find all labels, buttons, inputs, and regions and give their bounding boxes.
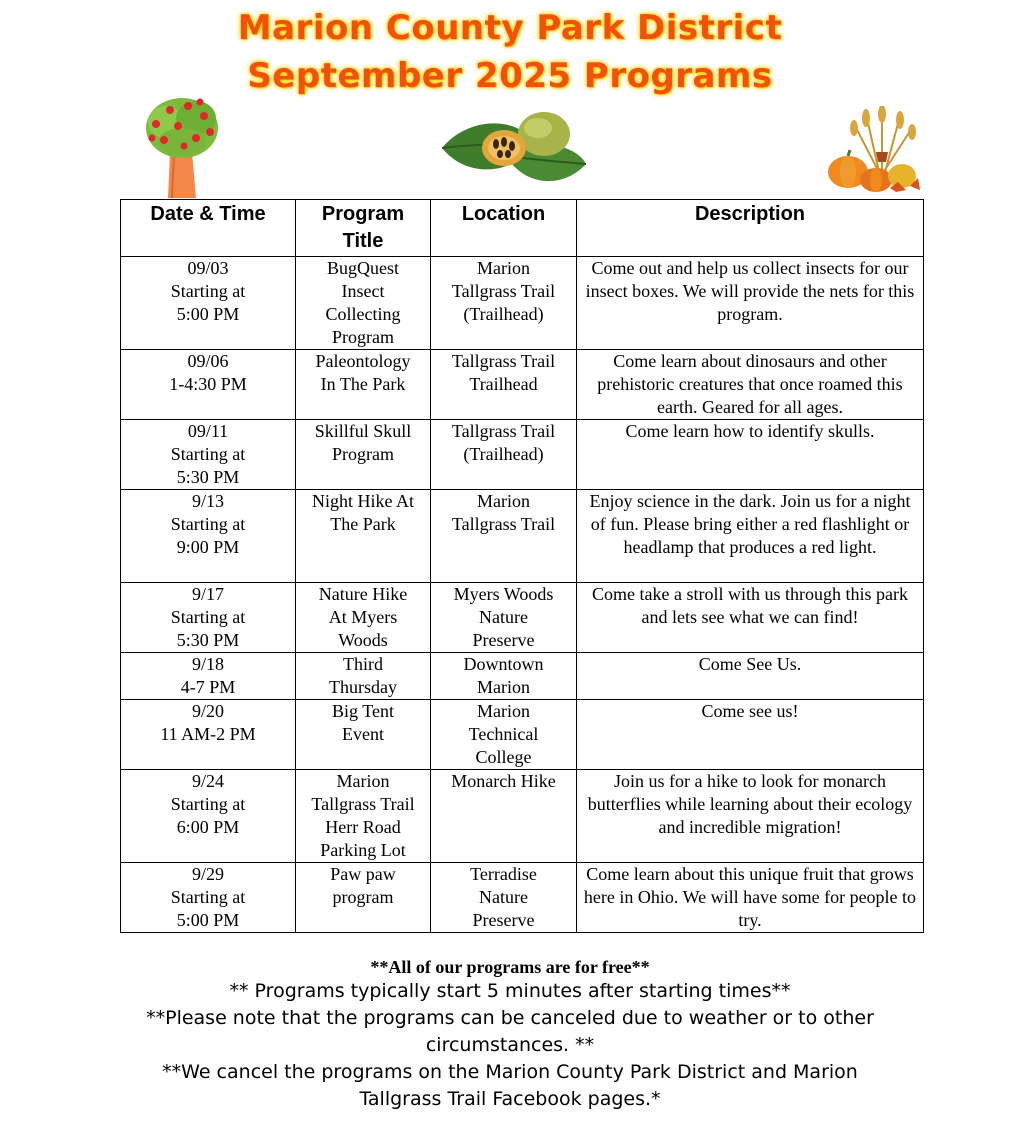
pawpaw-fruit-icon <box>436 104 590 190</box>
location-cell: Marion Tallgrass Trail <box>431 490 577 583</box>
column-header-location: Location <box>431 200 577 257</box>
description-cell: Come see us! <box>577 700 924 770</box>
location-cell: Terradise Nature Preserve <box>431 863 577 933</box>
description-cell: Come learn how to identify skulls. <box>577 420 924 490</box>
table-row <box>121 350 924 420</box>
location-cell: Marion Technical College <box>431 700 577 770</box>
page-subtitle: September 2025 Programs <box>247 56 773 96</box>
date-time-cell: 09/06 1-4:30 PM <box>121 350 296 420</box>
description-cell: Come take a stroll with us through this park and lets see what we can find! <box>577 583 924 653</box>
program-title-cell: Marion Tallgrass Trail Herr Road Parking Lot <box>296 770 431 863</box>
free-programs-note: **All of our programs are for free** <box>370 957 650 977</box>
description-cell: Come learn about this unique fruit that grows here in Ohio. We will have some for people to try. <box>577 863 924 933</box>
program-title-cell: Night Hike At The Park <box>296 490 431 583</box>
column-header-description: Description <box>577 200 924 257</box>
location-cell: Myers Woods Nature Preserve <box>431 583 577 653</box>
program-title-cell: Skillful Skull Program <box>296 420 431 490</box>
table-row <box>121 490 924 583</box>
table-row <box>121 583 924 653</box>
location-cell: Marion Tallgrass Trail (Trailhead) <box>431 257 577 350</box>
program-title-cell: Big Tent Event <box>296 700 431 770</box>
column-header-program-title: Program Title <box>296 200 431 257</box>
program-title-cell: BugQuest Insect Collecting Program <box>296 257 431 350</box>
program-title-cell: Paw paw program <box>296 863 431 933</box>
table-row <box>121 863 924 933</box>
date-time-cell: 09/11 Starting at 5:30 PM <box>121 420 296 490</box>
date-time-cell: 09/03 Starting at 5:00 PM <box>121 257 296 350</box>
description-cell: Come See Us. <box>577 653 924 700</box>
table-row <box>121 770 924 863</box>
table-header-row <box>121 200 924 257</box>
date-time-cell: 9/20 11 AM-2 PM <box>121 700 296 770</box>
apple-tree-icon <box>140 94 224 198</box>
pumpkins-and-wheat-icon <box>826 106 922 194</box>
description-cell: Come out and help us collect insects for our insect boxes. We will provide the nets for this program. <box>577 257 924 350</box>
table-row <box>121 700 924 770</box>
facebook-note: **We cancel the programs on the Marion County Park District and Marion Tallgrass Trail Facebook pages.* <box>162 1061 858 1110</box>
location-cell: Monarch Hike <box>431 770 577 863</box>
page-title: Marion County Park District <box>237 8 783 48</box>
description-cell: Join us for a hike to look for monarch butterflies while learning about their ecology and incredible migration! <box>577 770 924 863</box>
description-cell: Enjoy science in the dark. Join us for a night of fun. Please bring either a red flashlight or headlamp that produces a red light. <box>577 490 924 583</box>
table-row <box>121 257 924 350</box>
programs-table <box>120 199 924 933</box>
program-title-cell: Paleontology In The Park <box>296 350 431 420</box>
column-header-date-time: Date & Time <box>121 200 296 257</box>
location-cell: Tallgrass Trail (Trailhead) <box>431 420 577 490</box>
date-time-cell: 9/18 4-7 PM <box>121 653 296 700</box>
program-title-cell: Third Thursday <box>296 653 431 700</box>
cancellation-note: **Please note that the programs can be canceled due to weather or to other circumstances. ** <box>146 1007 874 1056</box>
date-time-cell: 9/24 Starting at 6:00 PM <box>121 770 296 863</box>
table-row <box>121 420 924 490</box>
date-time-cell: 9/17 Starting at 5:30 PM <box>121 583 296 653</box>
location-cell: Downtown Marion <box>431 653 577 700</box>
date-time-cell: 9/29 Starting at 5:00 PM <box>121 863 296 933</box>
start-time-note: ** Programs typically start 5 minutes after starting times** <box>229 980 791 1002</box>
description-cell: Come learn about dinosaurs and other prehistoric creatures that once roamed this earth. Geared for all ages. <box>577 350 924 420</box>
table-row <box>121 653 924 700</box>
date-time-cell: 9/13 Starting at 9:00 PM <box>121 490 296 583</box>
location-cell: Tallgrass Trail Trailhead <box>431 350 577 420</box>
program-title-cell: Nature Hike At Myers Woods <box>296 583 431 653</box>
